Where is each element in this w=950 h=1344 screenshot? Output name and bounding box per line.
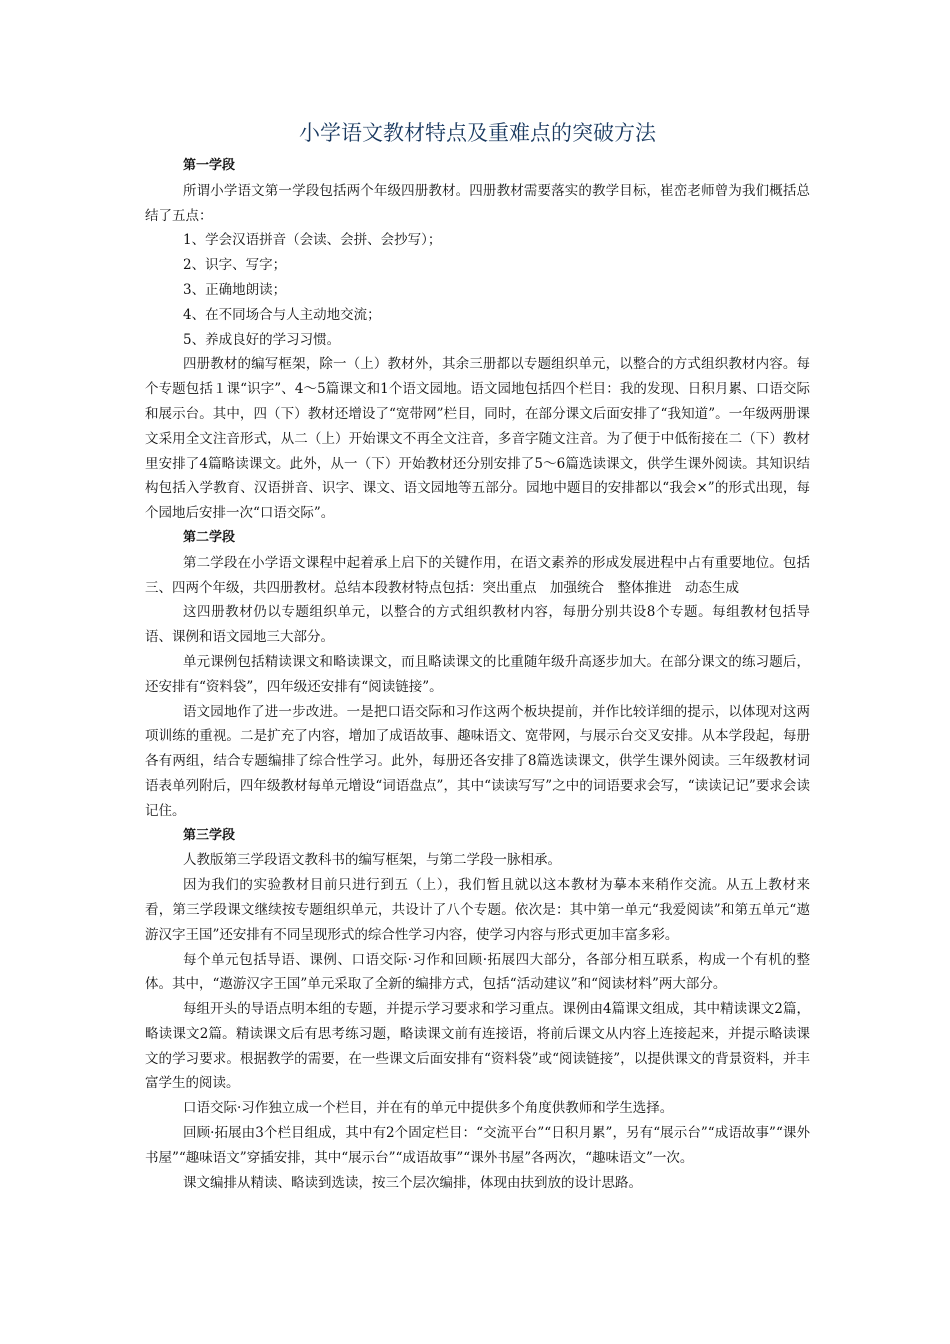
paragraph: 这四册教材仍以专题组织单元，以整合的方式组织教材内容，每册分别共设8个专题。每组教材包括导语、课例和语文园地三大部分。	[145, 604, 810, 646]
paragraph: 因为我们的实验教材目前只进行到五（上），我们暂且就以这本教材为摹本来稍作交流。从五上教材来看，第三学段课文继续按专题组织单元，共设计了八个专题。依次是：其中第一单元“我爱阅读”和第五单元“遨游汉字王国”还安排有不同呈现形式的综合性学习内容，使学习内容与形式更加丰富多彩。	[145, 877, 810, 943]
paragraph: 四册教材的编写框架，除一（上）教材外，其余三册都以专题组织单元，以整合的方式组织教材内容。每个专题包括１课“识字”、4～5篇课文和1个语文园地。语文园地包括四个栏目：我的发现、日积月累、口语交际和展示台。其中，四（下）教材还增设了“宽带网”栏目，同时，在部分课文后面安排了“我知道”。一年级两册课文采用全文注音形式，从二（上）开始课文不再全文注音，多音字随文注音。为了便于中低衔接在二（下）教材里安排了4篇略读课文。此外，从一（下）开始教材还分别安排了5～6篇选读课文，供学生课外阅读。其知识结构包括入学教育、汉语拼音、识字、课文、语文园地等五部分。园地中题目的安排都以“我会×”的形式出现，每个园地后安排一次“口语交际”。	[145, 356, 810, 522]
paragraph: 所谓小学语文第一学段包括两个年级四册教材。四册教材需要落实的教学目标，崔峦老师曾为我们概括总结了五点：	[145, 182, 810, 224]
list-item: 5、养成良好的学习习惯。	[183, 331, 341, 348]
paragraph: 每个单元包括导语、课例、口语交际·习作和回顾·拓展四大部分，各部分相互联系，构成一个有机的整体。其中，“遨游汉字王国”单元采取了全新的编排方式，包括“活动建议”和“阅读材料”两大部分。	[145, 951, 810, 993]
paragraph: 人教版第三学段语文教科书的编写框架，与第二学段一脉相承。	[183, 852, 561, 869]
list-item: 2、识字、写字；	[183, 257, 287, 274]
section-heading-3: 第三学段	[183, 827, 236, 843]
paragraph: 第二学段在小学语文课程中起着承上启下的关键作用，在语文素养的形成发展进程中占有重要地位。包括三、四两个年级，共四册教材。总结本段教材特点包括：突出重点 加强统合 整体推进 动态生成	[145, 554, 810, 596]
document-title: 小学语文教材特点及重难点的突破方法	[299, 121, 656, 145]
list-item: 3、正确地朗读；	[183, 281, 287, 298]
list-item: 4、在不同场合与人主动地交流；	[183, 306, 381, 323]
section-heading-2: 第二学段	[183, 529, 236, 545]
paragraph: 回顾·拓展由3个栏目组成，其中有2个固定栏目：“交流平台”“日积月累”，另有“展示台”“成语故事”“课外书屋”“趣味语文”穿插安排，其中“展示台”“成语故事”“课外书屋”各两次，“趣味语文”一次。	[145, 1125, 810, 1166]
paragraph: 单元课例包括精读课文和略读课文，而且略读课文的比重随年级升高逐步加大。在部分课文的练习题后，还安排有“资料袋”，四年级还安排有“阅读链接”。	[145, 653, 810, 695]
document-page	[145, 118, 810, 1195]
list-item: 1、学会汉语拼音（会读、会拼、会抄写）；	[183, 232, 442, 249]
paragraph: 口语交际·习作独立成一个栏目，并在有的单元中提供多个角度供教师和学生选择。	[183, 1100, 674, 1117]
paragraph: 语文园地作了进一步改进。一是把口语交际和习作这两个板块提前，并作比较详细的提示，以体现对这两项训练的重视。二是扩充了内容，增加了成语故事、趣味语文、宽带网，与展示台交叉安排。从本学段起，每册各有两组，结合专题编排了综合性学习。此外，每册还各安排了8篇选读课文，供学生课外阅读。三年级教材词语表单列附后，四年级教材每单元增设“词语盘点”，其中“读读写写”之中的词语要求会写，“读读记记”要求会读记住。	[145, 703, 810, 819]
section-heading-1: 第一学段	[183, 158, 236, 173]
paragraph: 课文编排从精读、略读到选读，按三个层次编排，体现由扶到放的设计思路。	[183, 1174, 642, 1191]
paragraph: 每组开头的导语点明本组的专题，并提示学习要求和学习重点。课例由4篇课文组成，其中精读课文2篇，略读课文2篇。精读课文后有思考练习题，略读课文前有连接语，将前后课文从内容上连接起来，并提示略读课文的学习要求。根据教学的需要，在一些课文后面安排有“资料袋”或“阅读链接”，以提供课文的背景资料，并丰富学生的阅读。	[145, 1001, 810, 1092]
